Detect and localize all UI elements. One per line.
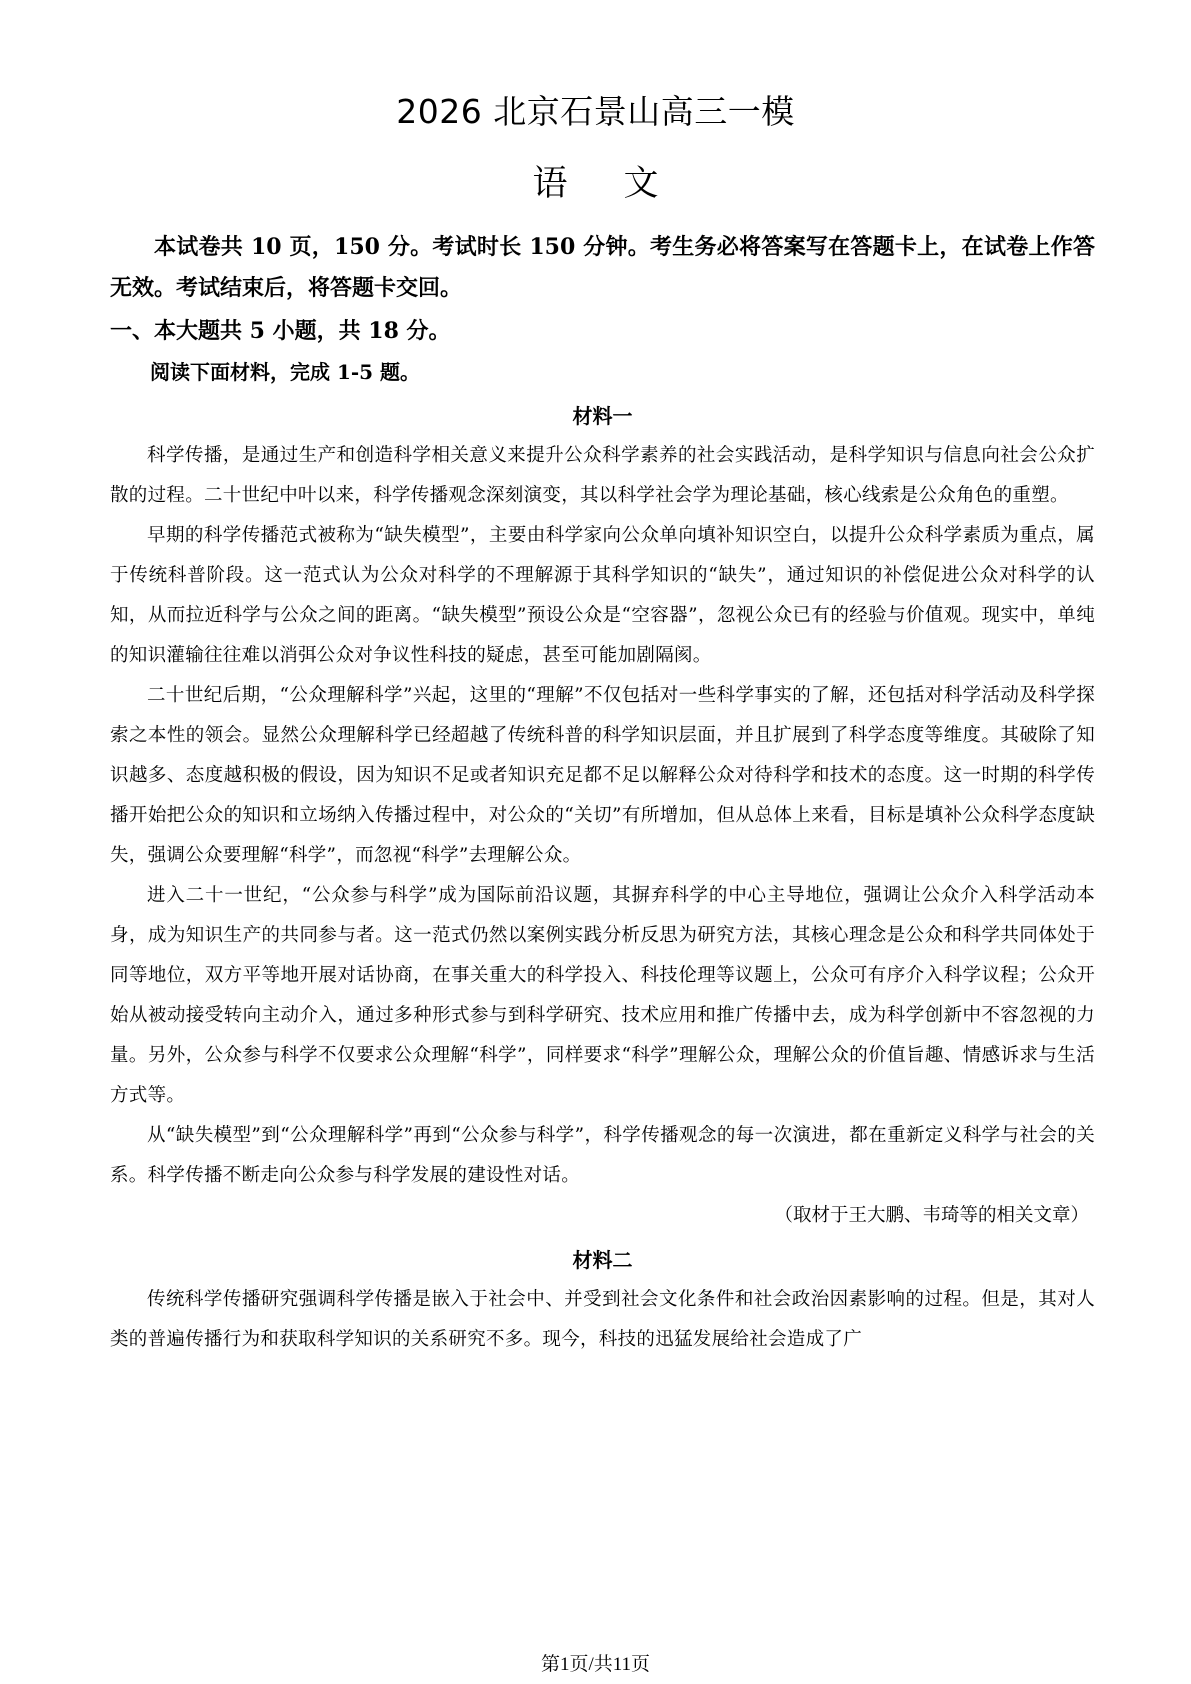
material2-heading: 材料二: [572, 1248, 633, 1272]
subject-title: 语文: [532, 164, 715, 204]
material1-paragraph: 二十世纪后期，“公众理解科学”兴起，这里的“理解”不仅包括对一些科学事实的了解，还包括对科学活动及科学探索之本性的领会。显然公众理解科学已经超越了传统科普的科学知识层面，并且扩展到了科学态度等维度。其破除了知识越多、态度越积极的假设，因为知识不足或者知识充足都不足以解释公众对待科学和技术的态度。这一时期的科学传播开始把公众的知识和立场纳入传播过程中，对公众的“关切”有所增加，但从总体上来看，目标是填补公众科学态度缺失，强调公众要理解“科学”，而忽视“科学”去理解公众。: [110, 685, 1095, 866]
material1-source: （取材于王大鹏、韦琦等的相关文章）: [774, 1205, 1089, 1226]
material1-paragraph: 从“缺失模型”到“公众理解科学”再到“公众参与科学”，科学传播观念的每一次演进，都在重新定义科学与社会的关系。科学传播不断走向公众参与科学发展的建设性对话。: [110, 1125, 1095, 1186]
exam-title: 2026 北京石景山高三一模: [396, 92, 795, 131]
page-footer: 第1页/共11页: [540, 1654, 651, 1675]
exam-body: [110, 227, 1095, 1360]
section-heading: 一、本大题共 5 小题，共 18 分。: [110, 318, 451, 344]
material1-paragraph: 进入二十一世纪，“公众参与科学”成为国际前沿议题，其摒弃科学的中心主导地位，强调让公众介入科学活动本身，成为知识生产的共同参与者。这一范式仍然以案例实践分析反思为研究方法，其核心理念是公众和科学共同体处于同等地位，双方平等地开展对话协商，在事关重大的科学投入、科技伦理等议题上，公众可有序介入科学议程；公众开始从被动接受转向主动介入，通过多种形式参与到科学研究、技术应用和推广传播中去，成为科学创新中不容忽视的力量。另外，公众参与科学不仅要求公众理解“科学”，同样要求“科学”理解公众，理解公众的价值旨趣、情感诉求与生活方式等。: [110, 885, 1095, 1106]
reading-instruction: 阅读下面材料，完成 1-5 题。: [150, 360, 421, 384]
material2-paragraph: 传统科学传播研究强调科学传播是嵌入于社会中、并受到社会文化条件和社会政治因素影响的过程。但是，其对人类的普遍传播行为和获取科学知识的关系研究不多。现今，科技的迅猛发展给社会造成了广: [110, 1289, 1095, 1350]
exam-note: 本试卷共 10 页，150 分。考试时长 150 分钟。考生务必将答案写在答题卡上，在试卷上作答无效。考试结束后，将答题卡交回。: [110, 234, 1095, 301]
material1-heading: 材料一: [572, 404, 633, 428]
material1-paragraph: 早期的科学传播范式被称为“缺失模型”，主要由科学家向公众单向填补知识空白，以提升公众科学素质为重点，属于传统科普阶段。这一范式认为公众对科学的不理解源于其科学知识的“缺失”，通过知识的补偿促进公众对科学的认知，从而拉近科学与公众之间的距离。“缺失模型”预设公众是“空容器”，忽视公众已有的经验与价值观。现实中，单纯的知识灌输往往难以消弭公众对争议性科技的疑虑，甚至可能加剧隔阂。: [110, 525, 1095, 666]
material1-paragraph: 科学传播，是通过生产和创造科学相关意义来提升公众科学素养的社会实践活动，是科学知识与信息向社会公众扩散的过程。二十世纪中叶以来，科学传播观念深刻演变，其以科学社会学为理论基础，核心线索是公众角色的重塑。: [110, 445, 1095, 506]
